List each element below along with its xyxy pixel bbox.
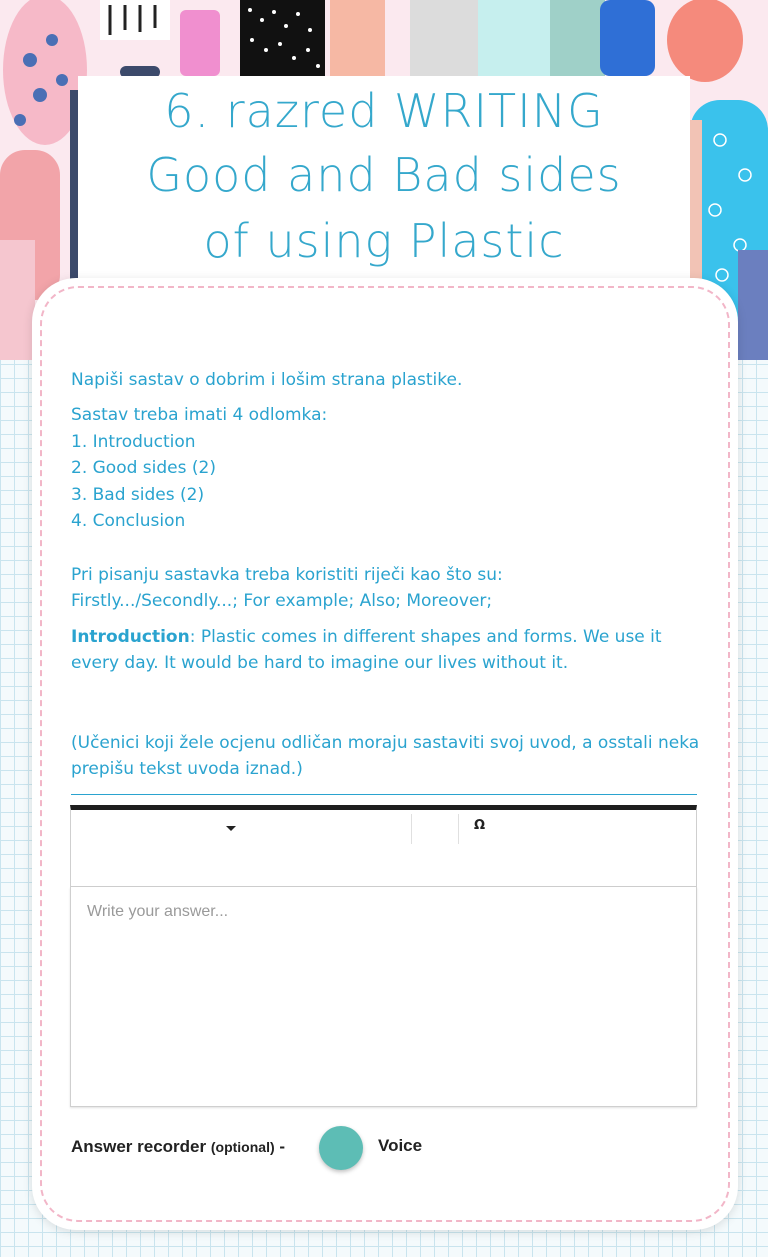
- instruction-line-2: Sastav treba imati 4 odlomka:: [71, 405, 328, 425]
- paragraph-item: 4. Conclusion: [71, 511, 186, 531]
- special-character-button[interactable]: Ω: [474, 818, 486, 833]
- recorder-optional: (optional): [210, 1139, 275, 1155]
- introduction-sample: [71, 624, 701, 676]
- recorder-title: Answer recorder: [71, 1137, 207, 1156]
- answer-input[interactable]: [71, 887, 696, 1106]
- paragraph-item: 3. Bad sides (2): [71, 485, 205, 505]
- introduction-text: : Plastic comes in different shapes and forms. We use it every day. It would be hard to imagine our lives without it.: [71, 627, 662, 673]
- title-line-2: Good and Bad sides: [146, 148, 622, 202]
- instruction-note: (Učenici koji žele ocjenu odličan moraju sastaviti svoj uvod, a osstali neka prepišu tekst uvoda iznad.): [71, 733, 700, 779]
- paragraph-item: 2. Good sides (2): [71, 458, 216, 478]
- title-line-3: of using Plastic: [203, 214, 565, 268]
- introduction-label: Introduction: [71, 627, 190, 647]
- record-voice-button[interactable]: [319, 1126, 363, 1170]
- editor-toolbar: [70, 805, 697, 887]
- chevron-down-icon[interactable]: [226, 826, 236, 831]
- linking-words-list: Firstly.../Secondly...; For example; Also; Moreover;: [71, 591, 493, 611]
- title-box: [78, 76, 690, 286]
- voice-label: Voice: [378, 1136, 423, 1155]
- recorder-dash: -: [279, 1137, 286, 1156]
- title-line-1: 6. razred WRITING: [164, 84, 604, 138]
- paragraph-item: 1. Introduction: [71, 432, 196, 452]
- instruction-line-1: Napiši sastav o dobrim i lošim strana plastike.: [71, 370, 463, 390]
- toolbar-divider: [411, 814, 412, 844]
- separator-line: [71, 794, 697, 795]
- toolbar-divider: [458, 814, 459, 844]
- answer-recorder-label: [71, 1137, 285, 1157]
- answer-box: [70, 887, 697, 1107]
- linking-words-intro: Pri pisanju sastavka treba koristiti riječi kao što su:: [71, 565, 503, 585]
